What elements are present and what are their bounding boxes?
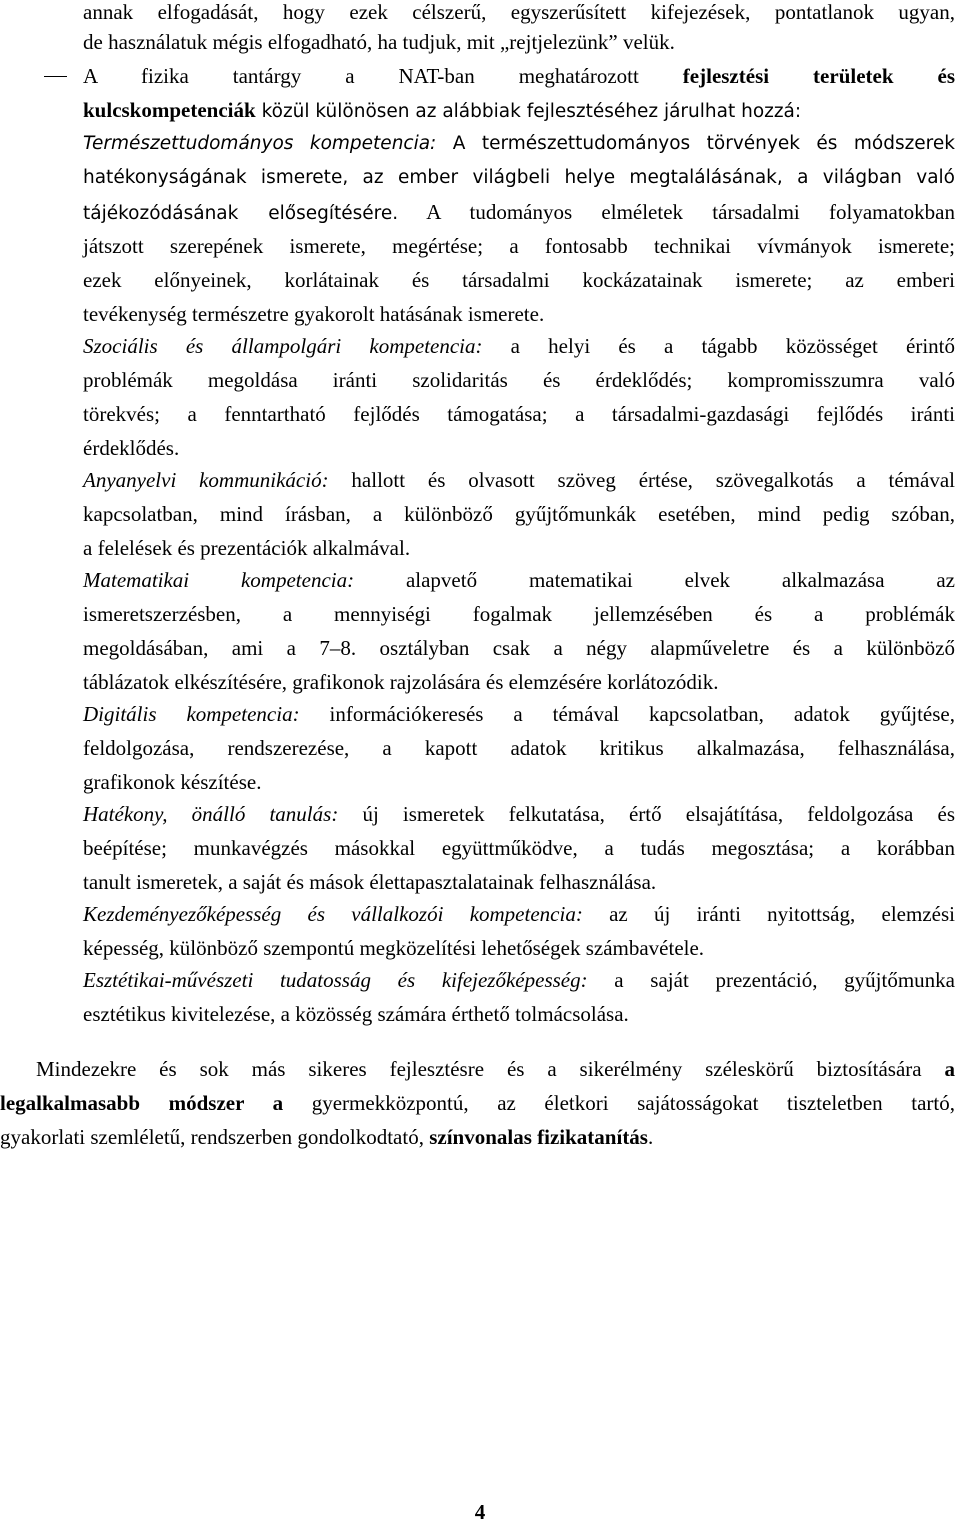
anyanyelvi-title: Anyanyelvi kommunikáció:	[83, 468, 329, 492]
anyanyelvi-line-2: kapcsolatban, mind írásban, a különböző gyűjtőmunkák esetében, mind pedig szóban,	[83, 502, 955, 526]
bullet-dash	[44, 76, 67, 77]
termeszet-line-6: tevékenység természetre gyakorolt hatásának ismerete.	[83, 302, 545, 326]
hatekony-title: Hatékony, önálló tanulás:	[83, 802, 339, 826]
bullet-text-2: közül különösen az alábbiak fejlesztéséhez járulhat hozzá:	[255, 101, 802, 122]
termeszet-line-5: ezek előnyeinek, korlátainak és társadalmi kockázatainak ismerete; az emberi	[83, 268, 955, 292]
closing-bold-a: a	[944, 1057, 955, 1081]
anyanyelvi-line-3: a felelések és prezentációk alkalmával.	[83, 536, 411, 560]
page-number: 4	[474, 1500, 486, 1524]
termeszet-text-1: A természettudományos törvények és módszerek	[436, 133, 955, 154]
esztetikai-title: Esztétikai-művészeti tudatosság és kifejezőképesség:	[83, 968, 588, 992]
matematikai-line-1	[83, 563, 955, 597]
matematikai-line-2: ismeretszerzésben, a mennyiségi fogalmak jellemzésében és a problémák	[83, 602, 955, 626]
anyanyelvi-line-1	[83, 463, 955, 497]
intro-line-2: de használatuk mégis elfogadható, ha tudjuk, mit „rejtjelezünk” velük.	[83, 30, 675, 54]
szocialis-line-3: törekvés; a fenntartható fejlődés támogatása; a társadalmi-gazdasági fejlődés iránti	[83, 402, 955, 426]
termeszet-line-4: játszott szerepének ismerete, megértése; a fontosabb technikai vívmányok ismerete;	[83, 234, 955, 258]
closing-bold-fizika: színvonalas fizikatanítás	[429, 1125, 648, 1149]
digitalis-line-2: feldolgozása, rendszerezése, a kapott adatok kritikus alkalmazása, felhasználása,	[83, 736, 955, 760]
bullet-line-1	[83, 59, 955, 93]
digitalis-title: Digitális kompetencia:	[83, 702, 300, 726]
closing-line-2	[0, 1086, 955, 1120]
closing-bold-method: legalkalmasabb módszer a	[0, 1091, 284, 1115]
matematikai-line-3: megoldásában, ami a 7–8. osztályban csak a négy alapműveletre és a különböző	[83, 636, 955, 660]
termeszet-title: Természettudományos kompetencia:	[83, 133, 437, 154]
szocialis-line-1	[83, 329, 955, 363]
digitalis-line-1	[83, 697, 955, 731]
szocialis-text-1: a helyi és a tágabb közösséget érintő	[482, 334, 955, 358]
esztetikai-line-2: esztétikus kivitelezése, a közösség számára érthető tolmácsolása.	[83, 1002, 629, 1026]
esztetikai-line-1	[83, 963, 955, 997]
closing-line-3	[0, 1120, 653, 1154]
matematikai-text-1: alapvető matematikai elvek alkalmazása az	[354, 568, 956, 592]
kezdemenyezo-line-1	[83, 897, 955, 931]
closing-text-1: Mindezekre és sok más sikeres fejlesztésre és a sikerélmény széleskörű biztosítására	[36, 1057, 945, 1081]
closing-text-2: gyermekközpontú, az életkori sajátosságokat tiszteletben tartó,	[283, 1091, 955, 1115]
kezdemenyezo-text-1: az új iránti nyitottság, elemzési	[582, 902, 955, 926]
bullet-text: A fizika tantárgy a NAT-ban meghatározott	[83, 64, 683, 88]
matematikai-title: Matematikai kompetencia:	[83, 568, 355, 592]
kezdemenyezo-title: Kezdeményezőképesség és vállalkozói kompetencia:	[83, 902, 583, 926]
closing-line-1	[36, 1052, 955, 1086]
termeszet-line-3	[83, 195, 955, 229]
closing-period: .	[647, 1125, 654, 1149]
kezdemenyezo-line-2: képesség, különböző szempontú megközelítési lehetőségek számbavétele.	[83, 936, 705, 960]
termeszet-line-2: hatékonyságának ismerete, az ember világbeli helye megtalálásának, a világban való	[83, 167, 955, 188]
bullet-line-2	[83, 93, 801, 127]
bullet-bold-kulcs: kulcskompetenciák	[83, 98, 256, 122]
termeszet-line-1	[83, 127, 955, 161]
hatekony-text-1: új ismeretek felkutatása, értő elsajátítása, feldolgozása és	[338, 802, 955, 826]
anyanyelvi-text-1: hallott és olvasott szöveg értése, szövegalkotás a témával	[328, 468, 955, 492]
esztetikai-text-1: a saját prezentáció, gyűjtőmunka	[587, 968, 955, 992]
termeszet-text-3a: tájékozódásának elősegítésére.	[83, 203, 399, 224]
bullet-bold-text: fejlesztési területek és	[682, 64, 955, 88]
szocialis-line-2: problémák megoldása iránti szolidaritás és érdeklődés; kompromisszumra való	[83, 368, 955, 392]
szocialis-title: Szociális és állampolgári kompetencia:	[83, 334, 483, 358]
hatekony-line-2: beépítése; munkavégzés másokkal együttműködve, a tudás megosztása; a korábban	[83, 836, 955, 860]
szocialis-line-4: érdeklődés.	[83, 436, 180, 460]
hatekony-line-3: tanult ismeretek, a saját és mások élettapasztalatainak felhasználása.	[83, 870, 657, 894]
intro-line-1: annak elfogadását, hogy ezek célszerű, egyszerűsített kifejezések, pontatlanok ugyan,	[83, 0, 955, 24]
closing-text-3: gyakorlati szemléletű, rendszerben gondolkodtató,	[0, 1125, 430, 1149]
digitalis-text-1: információkeresés a témával kapcsolatban, adatok gyűjtése,	[299, 702, 955, 726]
matematikai-line-4: táblázatok elkészítésére, grafikonok rajzolására és elemzésére korlátozódik.	[83, 670, 719, 694]
termeszet-text-3b: A tudományos elméletek társadalmi folyamatokban	[398, 200, 955, 224]
hatekony-line-1	[83, 797, 955, 831]
digitalis-line-3: grafikonok készítése.	[83, 770, 262, 794]
